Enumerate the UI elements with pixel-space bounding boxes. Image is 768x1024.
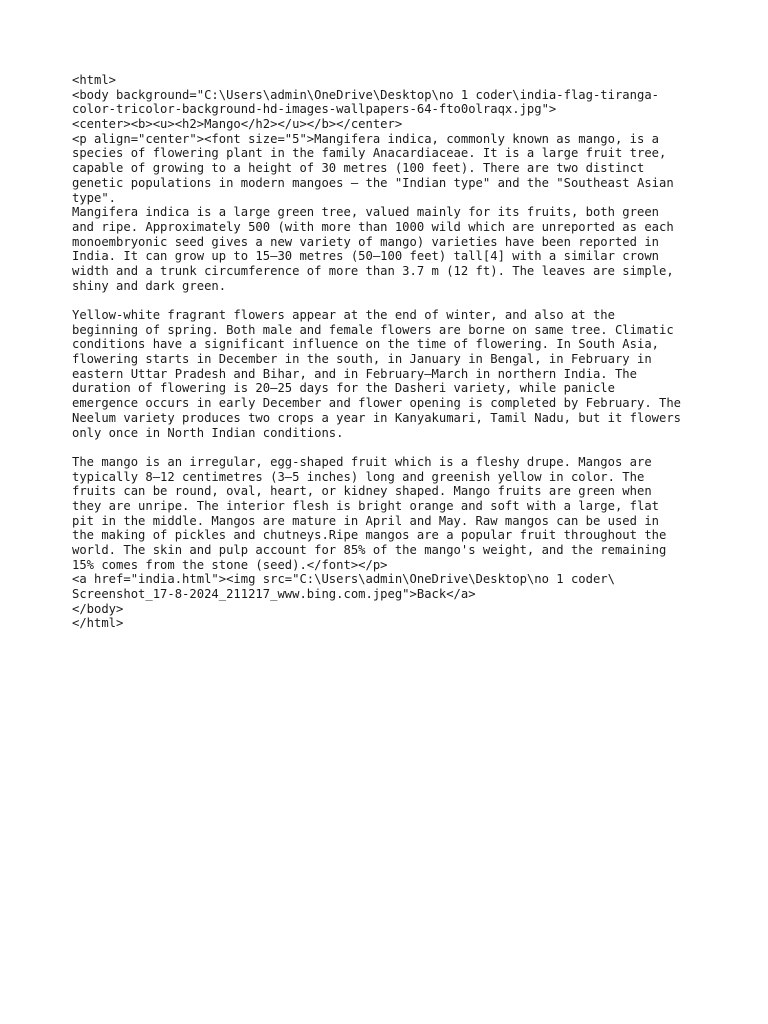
code-line: The mango is an irregular, egg-shaped fruit which is a fleshy drupe. Mangos are (72, 454, 652, 469)
code-line: duration of flowering is 20–25 days for the Dasheri variety, while panicle (72, 381, 615, 396)
code-line: and ripe. Approximately 500 (with more than 1000 wild which are unreported as each (72, 219, 674, 234)
code-line: fruits can be round, oval, heart, or kidney shaped. Mango fruits are green when (72, 484, 652, 499)
code-line: Yellow-white fragrant flowers appear at the end of winter, and also at the (72, 308, 615, 322)
code-line: flowering starts in December in the south, in January in Bengal, in February in (72, 352, 652, 367)
code-line: <center><b><u><h2>Mango</h2></u></b></center> (72, 117, 403, 132)
code-line: <p align="center"><font size="5">Mangifera indica, commonly known as mango, is a (72, 131, 659, 146)
code-line: shiny and dark green. (72, 278, 227, 293)
code-line: conditions have a significant influence on the time of flowering. In South Asia, (72, 337, 659, 352)
code-line: Neelum variety produces two crops a year in Kanyakumari, Tamil Nadu, but it flowers (72, 410, 682, 425)
code-line: world. The skin and pulp account for 85% of the mango's weight, and the remaining (72, 543, 667, 557)
code-line: Screenshot_17-8-2024_211217_www.bing.com.jpeg">Back</a> (72, 587, 476, 602)
code-line: emergence occurs in early December and flower opening is completed by February. The (72, 396, 682, 411)
blank-line (72, 440, 702, 455)
code-line: Mangifera indica is a large green tree, valued mainly for its fruits, both green (72, 205, 659, 220)
code-line: species of flowering plant in the family Anacardiaceae. It is a large fruit tree, (72, 146, 667, 161)
code-line: genetic populations in modern mangoes – the "Indian type" and the "Southeast Asian (72, 175, 674, 190)
code-line: type". (72, 190, 117, 205)
code-line: </html> (72, 616, 124, 631)
code-line: beginning of spring. Both male and female flowers are borne on same tree. Climatic (72, 322, 674, 337)
code-line: <a href="india.html"><img src="C:\Users\admin\OneDrive\Desktop\no 1 coder\ (72, 572, 615, 587)
code-line: they are unripe. The interior flesh is bright orange and soft with a large, flat (72, 498, 659, 513)
source-code-document (72, 73, 702, 631)
code-line: pit in the middle. Mangos are mature in April and May. Raw mangos can be used in (72, 513, 659, 528)
code-line: </body> (72, 601, 124, 616)
code-line: monoembryonic seed gives a new variety of mango) varieties have been reported in (72, 234, 659, 249)
code-line: 15% comes from the stone (seed).</font></p> (72, 557, 388, 572)
code-line: <body background="C:\Users\admin\OneDrive\Desktop\no 1 coder\india-flag-tiranga- (72, 87, 659, 102)
code-line: <html> (72, 73, 117, 87)
code-line: eastern Uttar Pradesh and Bihar, and in February–March in northern India. The (72, 366, 637, 381)
code-line: width and a trunk circumference of more than 3.7 m (12 ft). The leaves are simple, (72, 263, 674, 278)
code-line: color-tricolor-background-hd-images-wallpapers-64-fto0olraqx.jpg"> (72, 102, 557, 117)
code-line: India. It can grow up to 15–30 metres (50–100 feet) tall[4] with a similar crown (72, 249, 659, 264)
code-line: only once in North Indian conditions. (72, 425, 344, 440)
blank-line (72, 293, 702, 308)
code-line: the making of pickles and chutneys.Ripe mangos are a popular fruit throughout the (72, 528, 667, 543)
code-line: capable of growing to a height of 30 metres (100 feet). There are two distinct (72, 161, 645, 176)
code-line: typically 8–12 centimetres (3–5 inches) long and greenish yellow in color. The (72, 469, 645, 484)
